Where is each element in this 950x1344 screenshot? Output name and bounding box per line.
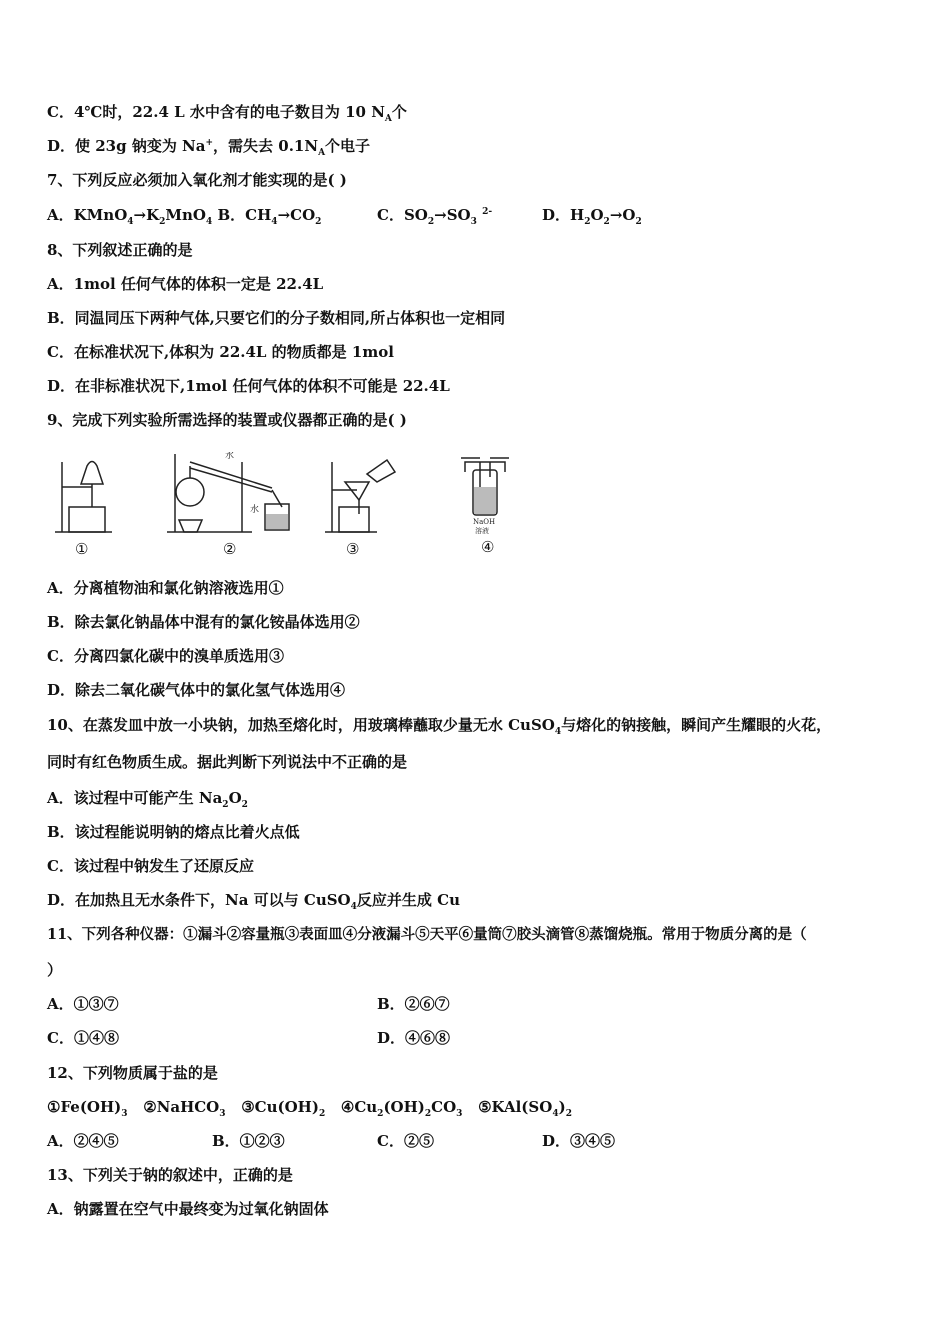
option-text: D．在加热且无水条件下，Na 可以与 CuSO <box>47 891 351 909</box>
option-text: A．②④⑤ <box>47 1132 119 1150</box>
q11-stem-line2 <box>47 960 62 980</box>
q9-option-c <box>47 646 284 666</box>
option-text: B．②⑥⑦ <box>377 995 450 1013</box>
question-text: 同时有红色物质生成。据此判断下列说法中不正确的是 <box>47 753 408 771</box>
q11-option-a <box>47 994 119 1014</box>
q10-option-a: A．该过程中可能产生 $Na_2O_2$ <box>47 789 248 810</box>
option-text: A．①③⑦ <box>47 995 119 1013</box>
option-text: 4℃时，22.4 L 水中含有的电子数目为 10 N <box>73 103 385 121</box>
fig4-label-naoh: NaOH <box>473 518 496 526</box>
q8-option-d <box>47 376 450 396</box>
fig-label-3: ③ <box>346 540 360 558</box>
q9-option-a <box>47 578 284 598</box>
q12-option-a <box>47 1131 119 1151</box>
superscript: + <box>205 138 214 148</box>
q11-stem-line1 <box>47 925 807 945</box>
q12-option-c <box>377 1131 434 1151</box>
q7-options: A．$KMnO_4\to K_2MnO_4$ B．$CH_4\to CO_2$ C．$SO_2\to SO_3$ $^{2-}$ D．$H_2O_2\to O_2$ <box>47 206 642 227</box>
q12-substances: $①Fe(OH)_3$ ②NaHCO$_3$ $③Cu(OH)_2$ $④Cu_2(OH)_2CO_3$ $⑤KAl(SO_4)_2$ <box>47 1098 572 1119</box>
apparatus-drawings <box>47 452 547 562</box>
option-label: D． <box>47 137 76 155</box>
subscript: A <box>384 114 392 124</box>
question-text: 11、下列各种仪器：①漏斗②容量瓶③表面皿④分液漏斗⑤天平⑥量筒⑦胶头滴管⑧蒸馏烧瓶。常用于物质分离的是（ <box>47 926 807 943</box>
question-text: 13、下列关于钠的叙述中，正确的是 <box>47 1166 293 1184</box>
option-text: 使 23g 钠变为 Na <box>75 137 206 155</box>
option-text: C．①④⑧ <box>47 1029 119 1047</box>
q8-option-a <box>47 274 323 294</box>
option-text: A．1mol 任何气体的体积一定是 22.4L <box>47 275 324 293</box>
q13-stem <box>47 1165 293 1185</box>
option-text: D．除去二氧化碳气体中的氯化氢气体选用④ <box>47 681 346 699</box>
option-text: O <box>228 789 242 807</box>
q7-option-d: D．$H_2O_2\to O_2$ <box>542 206 642 227</box>
fig-label-1: ① <box>75 540 89 558</box>
q11-option-d <box>377 1028 450 1048</box>
option-text: D．③④⑤ <box>542 1132 616 1150</box>
q8-option-c <box>47 342 394 362</box>
option-text: C．在标准状况下,体积为 22.4L 的物质都是 1mol <box>47 343 394 361</box>
option-text: 反应并生成 Cu <box>356 891 460 909</box>
q6-option-c <box>47 102 407 122</box>
option-text: C．分离四氯化碳中的溴单质选用③ <box>47 647 284 665</box>
q10-stem-line1: 10、在蒸发皿中放一小块钠，加热至熔化时，用玻璃棒蘸取少量无水 CuSO$_4$与熔化的钠接触，瞬间产生耀眼的火花， <box>47 716 832 737</box>
q12-stem <box>47 1063 218 1083</box>
option-text: B．①②③ <box>212 1132 285 1150</box>
question-text: 10、在蒸发皿中放一小块钠，加热至熔化时，用玻璃棒蘸取少量无水 CuSO <box>47 716 555 734</box>
fig2-label-water-top: 水 <box>225 452 235 461</box>
question-text: 12、下列物质属于盐的是 <box>47 1064 218 1082</box>
question-text: 与熔化的钠接触，瞬间产生耀眼的火花， <box>561 716 832 734</box>
question-text: ） <box>47 961 63 979</box>
q11-option-b <box>377 994 450 1014</box>
q9-stem <box>47 410 407 430</box>
q8-option-b <box>47 308 505 328</box>
option-text: A．该过程中可能产生 Na <box>47 789 223 807</box>
q7-stem <box>47 170 347 190</box>
option-text: C．②⑤ <box>377 1132 434 1150</box>
option-text: B．除去氯化钠晶体中混有的氯化铵晶体选用② <box>47 613 360 631</box>
fig-label-2: ② <box>223 540 237 558</box>
q6-option-d <box>47 136 370 156</box>
question-text: 9、完成下列实验所需选择的装置或仪器都正确的是( ) <box>47 411 407 429</box>
option-text: D．④⑥⑧ <box>377 1029 451 1047</box>
q10-option-c <box>47 856 254 876</box>
option-label: C． <box>47 103 74 121</box>
option-text: 个电子 <box>325 137 371 155</box>
liquid-fills <box>266 487 496 529</box>
option-text: C．该过程中钠发生了还原反应 <box>47 857 254 875</box>
option-text: B．同温同压下两种气体,只要它们的分子数相同,所占体积也一定相同 <box>47 309 506 327</box>
option-label: D． <box>542 206 571 224</box>
q9-option-b <box>47 612 360 632</box>
option-label: A． <box>47 206 74 224</box>
q12-option-d <box>542 1131 615 1151</box>
q12-option-b <box>212 1131 285 1151</box>
q10-stem-line2 <box>47 752 407 772</box>
option-text: A．钠露置在空气中最终变为过氧化钠固体 <box>47 1200 329 1218</box>
fig2-label-water-side: 水 <box>250 505 260 515</box>
question-text: 7、下列反应必须加入氧化剂才能实现的是( ) <box>47 171 347 189</box>
q9-option-d <box>47 680 345 700</box>
option-text: B．该过程能说明钠的熔点比着火点低 <box>47 823 300 841</box>
fig4-label-solution: 溶液 <box>475 527 489 535</box>
option-label: C． <box>377 206 404 224</box>
q10-option-d: D．在加热且无水条件下，Na 可以与 CuSO$_4$反应并生成 Cu <box>47 891 460 912</box>
q13-option-a <box>47 1199 329 1219</box>
option-text: ，需失去 0.1N <box>213 137 319 155</box>
option-text: D．在非标准状况下,1mol 任何气体的体积不可能是 22.4L <box>47 377 450 395</box>
q8-stem <box>47 240 192 260</box>
apparatus-figures <box>47 452 547 562</box>
q11-option-c <box>47 1028 119 1048</box>
option-text: 个 <box>391 103 407 121</box>
subscript: A <box>318 148 326 158</box>
q10-option-b <box>47 822 300 842</box>
option-label: B． <box>217 206 246 224</box>
question-text: 8、下列叙述正确的是 <box>47 241 193 259</box>
fig-label-4: ④ <box>481 538 495 556</box>
q7-option-c: C．$SO_2\to SO_3$ $^{2-}$ <box>377 206 493 227</box>
option-text: A．分离植物油和氯化钠溶液选用① <box>47 579 284 597</box>
